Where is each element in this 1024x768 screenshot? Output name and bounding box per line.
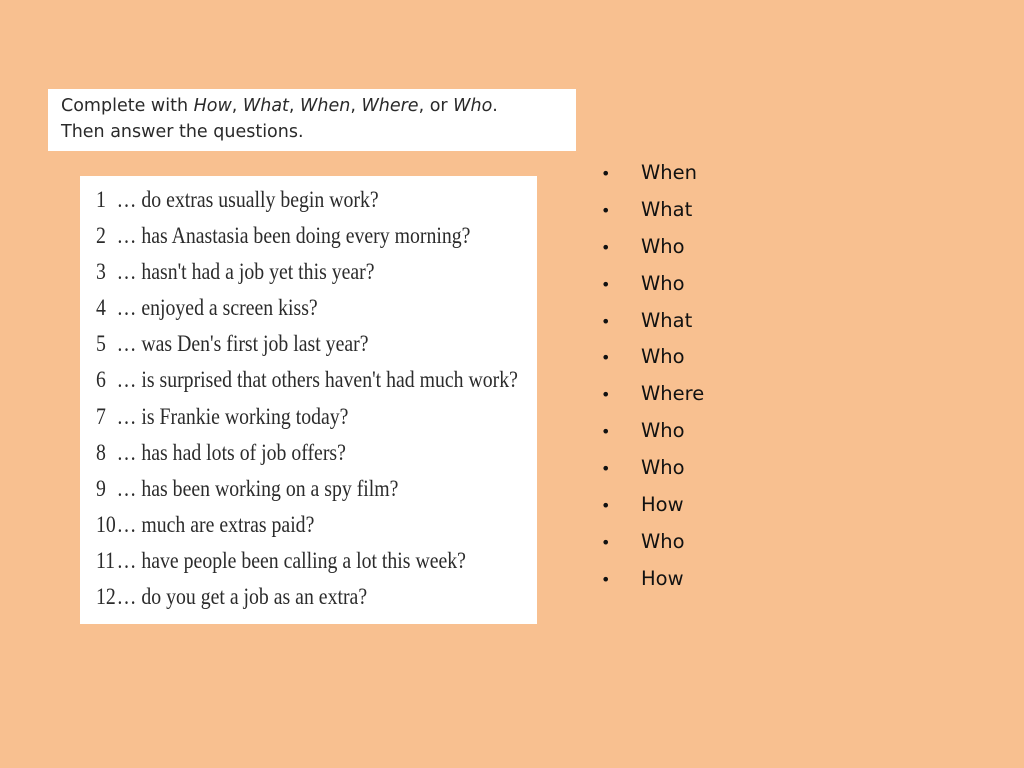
answer-text: What: [641, 308, 693, 332]
bullet-icon: •: [601, 459, 611, 479]
question-text: … do extras usually begin work?: [116, 187, 379, 212]
answer-item: [601, 339, 704, 376]
answer-text: What: [641, 197, 693, 221]
answer-item: [601, 413, 704, 450]
answer-text: Who: [641, 529, 685, 553]
question-item: [96, 293, 475, 329]
word-how: How: [193, 96, 232, 116]
question-number: 10: [96, 511, 116, 537]
question-text: … has had lots of job offers?: [116, 439, 346, 465]
question-number: 1: [96, 187, 106, 212]
bullet-icon: •: [601, 237, 611, 257]
answer-text: Who: [641, 345, 685, 369]
question-text: … hasn't had a job yet this year?: [116, 259, 375, 285]
question-text: … has been working on a spy film?: [116, 475, 399, 501]
question-text: … has Anastasia been doing every morning?: [116, 223, 471, 249]
bullet-icon: •: [601, 200, 611, 220]
answer-item: [601, 303, 704, 340]
answer-item: [601, 376, 704, 413]
question-item: [96, 185, 475, 221]
answer-item: [601, 229, 704, 266]
answer-text: How: [641, 493, 684, 517]
question-number: 2: [96, 223, 106, 249]
answer-text: When: [641, 161, 697, 184]
question-item: [96, 402, 475, 438]
question-item: [96, 474, 475, 510]
question-number: 12: [96, 584, 116, 610]
answer-list: [601, 155, 704, 598]
answer-text: Who: [641, 271, 685, 295]
answer-item: [601, 192, 704, 229]
answer-text: Who: [641, 419, 685, 443]
bullet-icon: •: [601, 348, 611, 368]
answer-text: Who: [641, 234, 685, 258]
answer-text: Who: [641, 456, 685, 480]
word-when: When: [300, 96, 351, 116]
question-item: [96, 438, 475, 474]
instruction-line-2: Then answer the questions.: [61, 122, 304, 142]
question-text: … do you get a job as an extra?: [116, 584, 368, 610]
word-what: What: [242, 96, 289, 116]
question-text: … was Den's first job last year?: [116, 331, 369, 357]
answer-item: [601, 487, 704, 524]
question-text: … is surprised that others haven't had much work?: [116, 367, 518, 393]
question-text: … have people been calling a lot this week?: [116, 547, 466, 573]
word-who: Who: [453, 96, 493, 116]
question-number: 11: [96, 547, 116, 573]
question-text: … much are extras paid?: [116, 511, 315, 537]
answer-text: Where: [641, 382, 705, 406]
bullet-icon: •: [601, 569, 611, 589]
question-number: 4: [96, 295, 106, 321]
answer-item: [601, 561, 704, 598]
answer-item: [601, 450, 704, 487]
question-item: [96, 221, 475, 257]
question-item: [96, 510, 475, 546]
word-where: Where: [361, 96, 419, 116]
answer-item: [601, 524, 704, 561]
question-item: [96, 257, 475, 293]
answer-item: [601, 266, 704, 303]
question-number: 6: [96, 367, 106, 393]
answer-text: How: [641, 566, 684, 590]
bullet-icon: •: [601, 274, 611, 294]
instruction-box: [48, 89, 576, 151]
bullet-icon: •: [601, 385, 611, 405]
question-item: [96, 546, 475, 582]
question-number: 5: [96, 331, 106, 357]
question-number: 3: [96, 259, 106, 285]
question-item: [96, 329, 475, 365]
question-number: 8: [96, 439, 106, 465]
instruction-line-1: Complete with How, What, When, Where, or Who.: [61, 96, 498, 116]
bullet-icon: •: [601, 311, 611, 331]
question-text: … is Frankie working today?: [116, 403, 349, 429]
question-number: 7: [96, 403, 106, 429]
bullet-icon: •: [601, 164, 611, 183]
bullet-icon: •: [601, 496, 611, 516]
questions-panel: [80, 176, 537, 624]
question-list: [96, 185, 537, 618]
question-number: 9: [96, 475, 106, 501]
bullet-icon: •: [601, 422, 611, 442]
question-item: [96, 365, 518, 401]
answer-item: [601, 155, 704, 192]
instruction-prefix: Complete with: [61, 96, 194, 116]
bullet-icon: •: [601, 532, 611, 552]
question-item: [96, 582, 475, 618]
question-text: … enjoyed a screen kiss?: [116, 295, 318, 321]
